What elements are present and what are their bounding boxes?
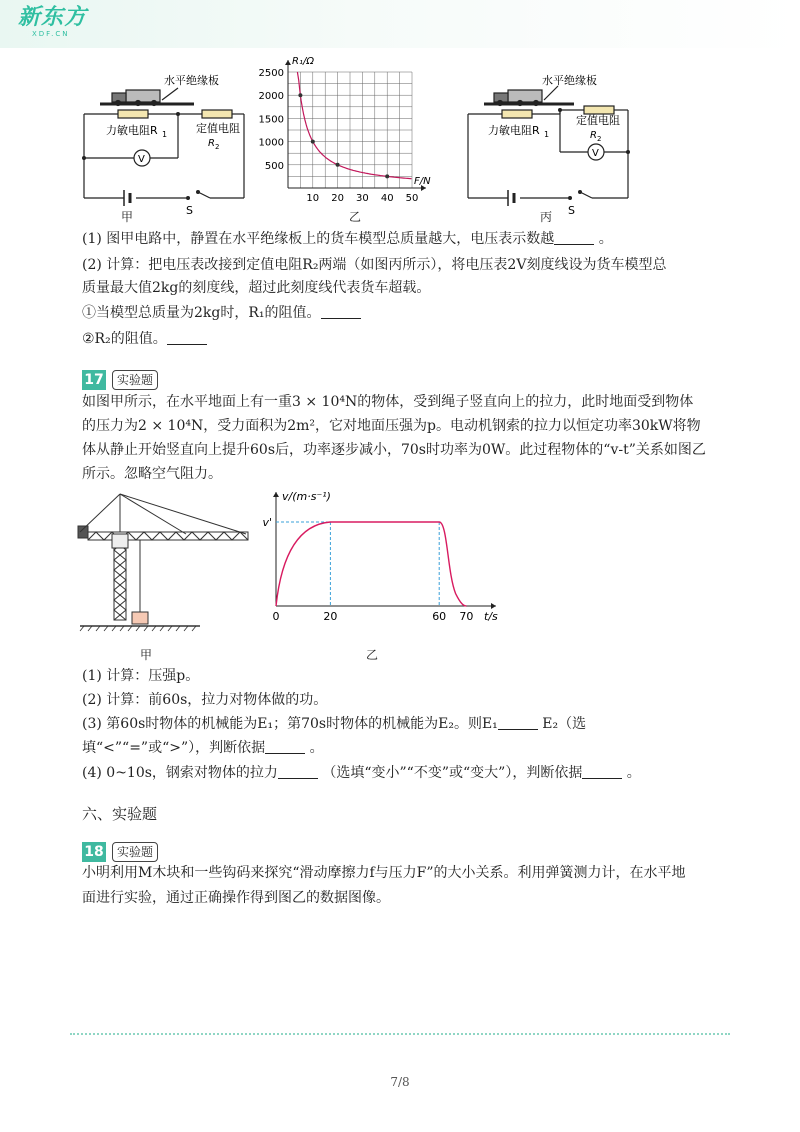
caption-jia: 甲 bbox=[121, 210, 134, 224]
r2-subscript: 2 bbox=[215, 143, 220, 151]
q16-part1-end: 。 bbox=[594, 231, 613, 247]
logo-text: 新东方 bbox=[18, 5, 88, 30]
r2-symbol: R bbox=[208, 138, 215, 149]
x-tick-label: 0 bbox=[272, 610, 280, 623]
y-axis-arrow bbox=[273, 492, 279, 497]
answer-blank bbox=[554, 230, 594, 245]
q17-sub3-line2-text: 填“<”“=”或“>”），判断依据 bbox=[82, 740, 266, 756]
r1-label: 力敏电阻R bbox=[106, 124, 158, 137]
q16-part2-a bbox=[82, 303, 361, 323]
page-number: 7/8 bbox=[390, 1075, 410, 1089]
logo-subtext: XDF.CN bbox=[32, 30, 70, 38]
answer-blank bbox=[278, 764, 318, 779]
q17-sub3-text2: E₂（选 bbox=[537, 716, 587, 732]
r2-label: 定值电阻 bbox=[196, 122, 240, 135]
plate-label: 水平绝缘板 bbox=[164, 74, 219, 87]
x-tick-label: 40 bbox=[380, 193, 394, 204]
x-axis-label: t/s bbox=[484, 610, 498, 623]
q16-part2-line2: 质量最大值2kg的刻度线，超过此刻度线代表货车超载。 bbox=[82, 280, 431, 296]
chart-r1-vs-force bbox=[254, 52, 456, 224]
header-bar bbox=[0, 0, 800, 48]
caption-crane: 甲 bbox=[140, 648, 153, 662]
q17-sub3-line2-end: 。 bbox=[305, 740, 324, 756]
y-tick-label: v' bbox=[262, 516, 272, 529]
r2-label: 定值电阻 bbox=[576, 114, 620, 127]
q17-sub3-line2 bbox=[82, 738, 324, 758]
y-axis-label: v/(m·s⁻¹) bbox=[282, 490, 331, 503]
answer-blank bbox=[321, 304, 361, 319]
x-axis-label: F/N bbox=[414, 176, 431, 187]
q17-sub4-text: (4) 0~10s，钢索对物体的拉力 bbox=[82, 765, 278, 781]
section-title: 六、实验题 bbox=[82, 805, 158, 823]
caption-vt: 乙 bbox=[366, 648, 379, 662]
q17-sub2: (2) 计算：前60s，拉力对物体做的功。 bbox=[82, 692, 328, 708]
y-axis-arrow bbox=[285, 60, 291, 65]
circuit-bing bbox=[462, 62, 642, 222]
q16-part1 bbox=[82, 229, 613, 249]
y-axis-label: R₁/Ω bbox=[292, 56, 314, 67]
r1-subscript: 1 bbox=[162, 130, 168, 139]
x-tick-label: 70 bbox=[459, 610, 474, 623]
question-number: 17 bbox=[82, 370, 106, 390]
switch-label: S bbox=[186, 204, 193, 217]
data-point bbox=[385, 174, 389, 178]
q18-line2: 面进行实验，通过正确操作得到图乙的数据图像。 bbox=[82, 890, 390, 906]
r2-subscript: 2 bbox=[597, 135, 602, 143]
q17-line3: 体从静止开始竖直向上提升60s后，功率逐步减小，70s时功率为0W。此过程物体的“v-t”关系如图乙 bbox=[82, 442, 706, 458]
q17-sub3-text: (3) 第60s时物体的机械能为E₁；第70s时物体的机械能为E₂。则E₁ bbox=[82, 716, 498, 732]
brand-logo bbox=[18, 6, 87, 38]
voltmeter-label: V bbox=[592, 148, 599, 159]
q16-part2-a-text: ①当模型总质量为2kg时，R₁的阻值。 bbox=[82, 305, 321, 321]
answer-blank bbox=[582, 764, 622, 779]
q17-line4: 所示。忽略空气阻力。 bbox=[82, 466, 222, 482]
q17-sub4-end: 。 bbox=[622, 765, 641, 781]
data-curve bbox=[297, 72, 411, 179]
x-tick-label: 20 bbox=[323, 610, 338, 623]
q16-part2-b-text: ②R₂的阻值。 bbox=[82, 331, 167, 347]
plate-label: 水平绝缘板 bbox=[542, 74, 597, 87]
q17-line1: 如图甲所示，在水平地面上有一重3 × 10⁴N的物体，受到绳子竖直向上的拉力，此时地面受到物体 bbox=[82, 394, 694, 410]
x-tick-label: 50 bbox=[405, 193, 419, 204]
x-tick-label: 20 bbox=[331, 193, 344, 204]
caption-bing: 丙 bbox=[540, 210, 553, 224]
x-tick-label: 10 bbox=[306, 193, 320, 204]
x-tick-label: 60 bbox=[432, 610, 447, 623]
q17-line2: 的压力为2 × 10⁴N，受力面积为2m²，它对地面压强为p。电动机钢索的拉力以恒定功率30kW将物 bbox=[82, 418, 701, 434]
circuit-jia bbox=[78, 62, 258, 222]
y-tick-label: 1000 bbox=[258, 137, 284, 149]
footer-divider bbox=[70, 1033, 730, 1035]
y-tick-label: 2000 bbox=[258, 91, 284, 103]
chart-velocity-time bbox=[258, 486, 508, 626]
data-point bbox=[298, 93, 302, 97]
x-axis-arrow bbox=[491, 603, 496, 609]
q16-part1-text: (1) 图甲电路中，静置在水平绝缘板上的货车模型总质量越大，电压表示数越 bbox=[82, 231, 555, 247]
question-type-badge: 实验题 bbox=[112, 842, 158, 862]
voltmeter-label: V bbox=[138, 154, 145, 165]
question-type-badge: 实验题 bbox=[112, 370, 158, 390]
x-tick-label: 30 bbox=[356, 193, 369, 204]
data-point bbox=[336, 163, 340, 167]
q16-part2-b bbox=[82, 329, 207, 349]
r1-subscript: 1 bbox=[544, 130, 550, 139]
caption-yi: 乙 bbox=[349, 210, 362, 224]
switch-label: S bbox=[568, 204, 575, 217]
answer-blank bbox=[167, 330, 207, 345]
q17-sub3 bbox=[82, 714, 586, 734]
velocity-curve bbox=[276, 522, 466, 606]
q16-part2-line1: (2) 计算：把电压表改接到定值电阻R₂两端（如图丙所示），将电压表2V刻度线设为货车模型总 bbox=[82, 257, 667, 273]
r2-symbol: R bbox=[590, 130, 597, 141]
question-number: 18 bbox=[82, 842, 106, 862]
r1-label: 力敏电阻R bbox=[488, 124, 540, 137]
y-tick-label: 1500 bbox=[258, 114, 284, 126]
crane-figure bbox=[76, 490, 256, 636]
y-tick-label: 500 bbox=[264, 160, 284, 172]
q17-sub1: (1) 计算：压强p。 bbox=[82, 668, 200, 684]
answer-blank bbox=[498, 715, 538, 730]
answer-blank bbox=[265, 739, 305, 754]
data-point bbox=[311, 140, 315, 144]
y-tick-label: 2500 bbox=[258, 68, 284, 79]
q17-sub4-text2: （选填“变小”“不变”或“变大”），判断依据 bbox=[317, 765, 583, 781]
q17-sub4 bbox=[82, 763, 641, 783]
q18-line1: 小明利用M木块和一些钩码来探究“滑动摩擦力f与压力F”的大小关系。利用弹簧测力计，在水平地 bbox=[82, 865, 686, 881]
